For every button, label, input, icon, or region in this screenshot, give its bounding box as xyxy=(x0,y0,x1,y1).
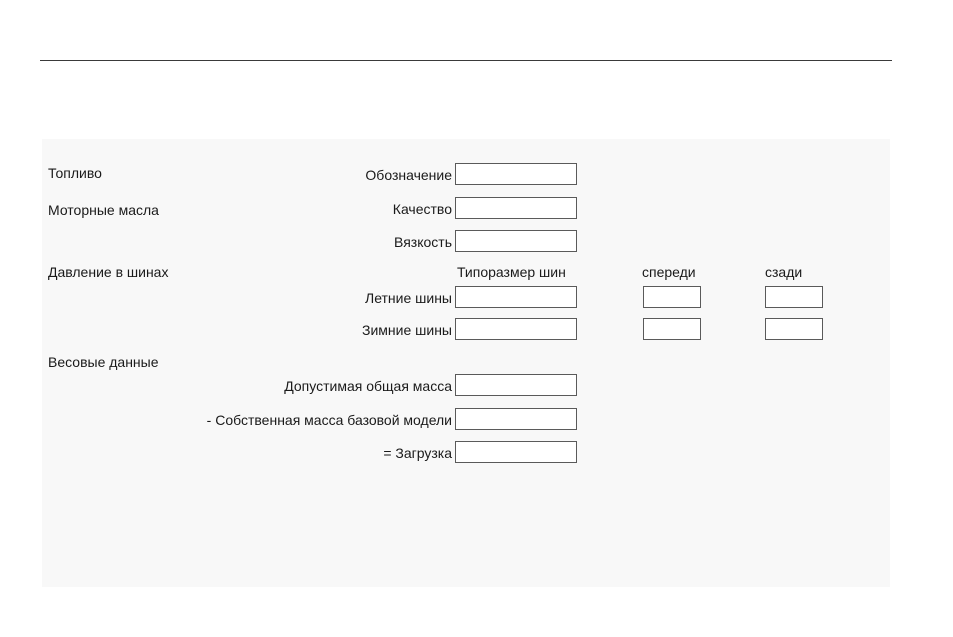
viscosity-label: Вязкость xyxy=(394,234,452,250)
load-field[interactable] xyxy=(455,441,577,463)
gross-mass-label: Допустимая общая масса xyxy=(284,378,452,394)
column-rear: сзади xyxy=(765,264,803,280)
own-mass-label: - Собственная масса базовой модели xyxy=(206,412,452,428)
winter-tires-label: Зимние шины xyxy=(362,322,452,338)
viscosity-field[interactable] xyxy=(455,230,577,252)
section-tire-pressure: Давление в шинах xyxy=(48,264,169,280)
section-weight-data: Весовые данные xyxy=(48,354,159,370)
header-rule xyxy=(40,60,892,61)
designation-field[interactable] xyxy=(455,163,577,185)
gross-mass-field[interactable] xyxy=(455,374,577,396)
column-tire-size: Типоразмер шин xyxy=(457,264,566,280)
summer-tire-size-field[interactable] xyxy=(455,286,577,308)
column-front: спереди xyxy=(642,264,696,280)
summer-rear-pressure-field[interactable] xyxy=(765,286,823,308)
own-mass-field[interactable] xyxy=(455,408,577,430)
winter-tire-size-field[interactable] xyxy=(455,318,577,340)
winter-front-pressure-field[interactable] xyxy=(643,318,701,340)
load-label: = Загрузка xyxy=(383,445,452,461)
quality-label: Качество xyxy=(392,201,452,217)
winter-rear-pressure-field[interactable] xyxy=(765,318,823,340)
summer-tires-label: Летние шины xyxy=(365,290,452,306)
section-engine-oils: Моторные масла xyxy=(48,202,159,218)
designation-label: Обозначение xyxy=(365,167,452,183)
summer-front-pressure-field[interactable] xyxy=(643,286,701,308)
quality-field[interactable] xyxy=(455,197,577,219)
section-fuel: Топливо xyxy=(48,165,102,181)
